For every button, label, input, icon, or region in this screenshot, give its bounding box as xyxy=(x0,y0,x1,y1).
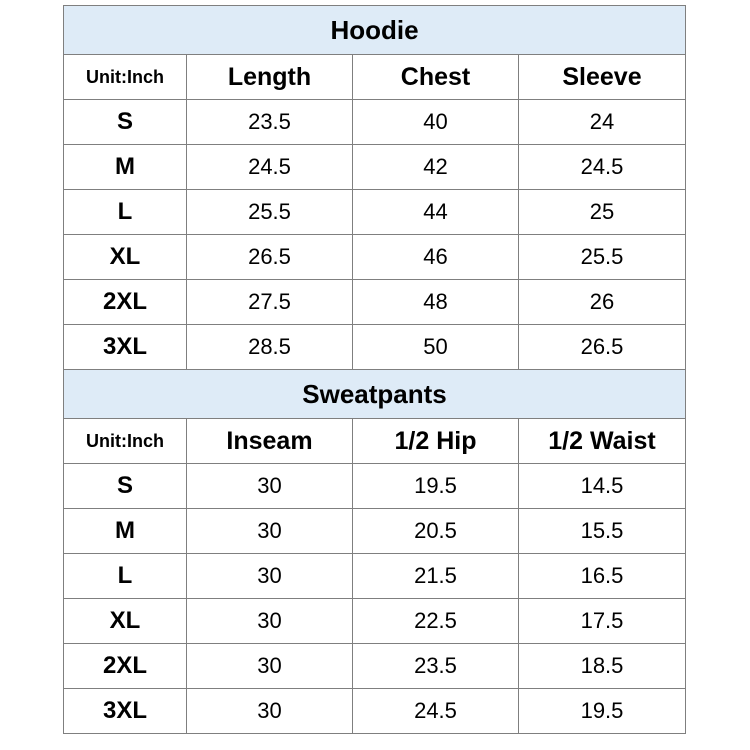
table-cell: 24 xyxy=(519,100,686,145)
table-cell: 28.5 xyxy=(187,325,353,370)
table-cell: 24.5 xyxy=(187,145,353,190)
hoodie-title-row xyxy=(64,6,686,55)
size-label: 3XL xyxy=(64,325,187,370)
hoodie-size-row xyxy=(64,280,686,325)
table-cell: 26.5 xyxy=(519,325,686,370)
hoodie-column-header: Chest xyxy=(353,55,519,100)
table-cell: 30 xyxy=(187,599,353,644)
table-cell: 27.5 xyxy=(187,280,353,325)
table-cell: 46 xyxy=(353,235,519,280)
table-cell: 30 xyxy=(187,509,353,554)
size-label: L xyxy=(64,554,187,599)
size-label: M xyxy=(64,509,187,554)
hoodie-header-row xyxy=(64,55,686,100)
size-label: S xyxy=(64,464,187,509)
table-cell: 23.5 xyxy=(187,100,353,145)
table-cell: 22.5 xyxy=(353,599,519,644)
size-chart-table xyxy=(63,5,686,734)
table-cell: 14.5 xyxy=(519,464,686,509)
size-label: 2XL xyxy=(64,280,187,325)
table-cell: 30 xyxy=(187,689,353,734)
table-cell: 18.5 xyxy=(519,644,686,689)
size-label: L xyxy=(64,190,187,235)
table-cell: 25 xyxy=(519,190,686,235)
table-cell: 16.5 xyxy=(519,554,686,599)
table-cell: 40 xyxy=(353,100,519,145)
table-cell: 25.5 xyxy=(187,190,353,235)
hoodie-title: Hoodie xyxy=(64,6,686,55)
hoodie-unit-label: Unit:Inch xyxy=(64,55,187,100)
sweatpants-unit-label: Unit:Inch xyxy=(64,419,187,464)
table-cell: 26 xyxy=(519,280,686,325)
table-cell: 21.5 xyxy=(353,554,519,599)
hoodie-size-row xyxy=(64,100,686,145)
sweatpants-title: Sweatpants xyxy=(64,370,686,419)
sweatpants-header-row xyxy=(64,419,686,464)
table-cell: 44 xyxy=(353,190,519,235)
table-cell: 17.5 xyxy=(519,599,686,644)
size-label: S xyxy=(64,100,187,145)
table-cell: 30 xyxy=(187,464,353,509)
sweatpants-size-row xyxy=(64,509,686,554)
size-label: 2XL xyxy=(64,644,187,689)
sweatpants-size-row xyxy=(64,599,686,644)
size-label: 3XL xyxy=(64,689,187,734)
sweatpants-column-header: Inseam xyxy=(187,419,353,464)
table-cell: 19.5 xyxy=(353,464,519,509)
sweatpants-size-row xyxy=(64,644,686,689)
table-cell: 25.5 xyxy=(519,235,686,280)
hoodie-size-row xyxy=(64,145,686,190)
hoodie-column-header: Length xyxy=(187,55,353,100)
sweatpants-column-header: 1/2 Hip xyxy=(353,419,519,464)
sweatpants-size-row xyxy=(64,554,686,599)
table-cell: 19.5 xyxy=(519,689,686,734)
hoodie-size-row xyxy=(64,325,686,370)
size-label: XL xyxy=(64,235,187,280)
table-cell: 30 xyxy=(187,644,353,689)
sweatpants-title-row xyxy=(64,370,686,419)
table-cell: 24.5 xyxy=(519,145,686,190)
hoodie-size-row xyxy=(64,190,686,235)
sweatpants-size-row xyxy=(64,464,686,509)
table-cell: 42 xyxy=(353,145,519,190)
table-cell: 48 xyxy=(353,280,519,325)
table-cell: 15.5 xyxy=(519,509,686,554)
table-cell: 26.5 xyxy=(187,235,353,280)
table-cell: 20.5 xyxy=(353,509,519,554)
hoodie-size-row xyxy=(64,235,686,280)
hoodie-column-header: Sleeve xyxy=(519,55,686,100)
table-cell: 50 xyxy=(353,325,519,370)
sweatpants-column-header: 1/2 Waist xyxy=(519,419,686,464)
table-cell: 23.5 xyxy=(353,644,519,689)
size-label: XL xyxy=(64,599,187,644)
sweatpants-size-row xyxy=(64,689,686,734)
table-cell: 30 xyxy=(187,554,353,599)
size-label: M xyxy=(64,145,187,190)
table-cell: 24.5 xyxy=(353,689,519,734)
